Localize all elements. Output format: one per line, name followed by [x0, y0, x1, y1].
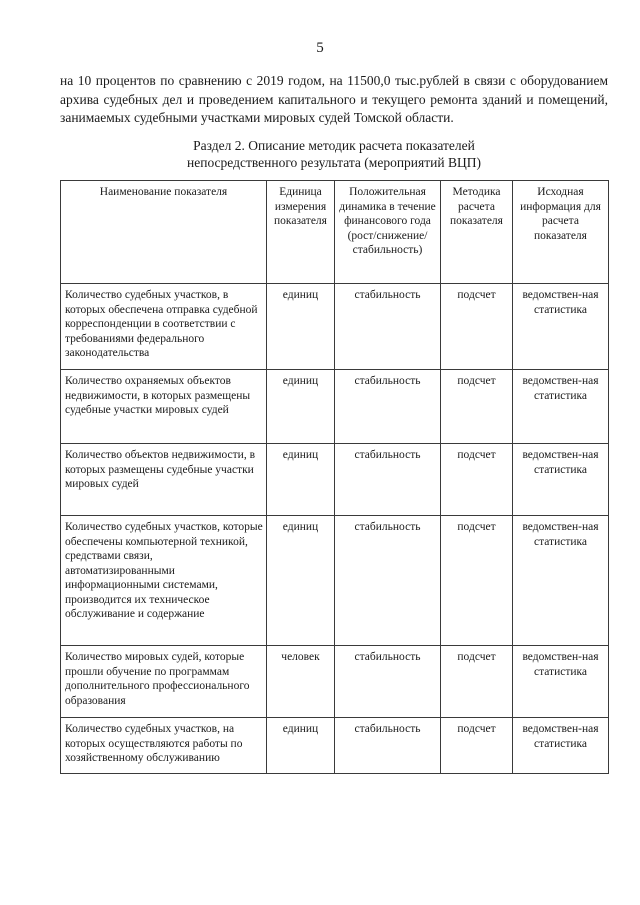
- header-method: Методика расчета показателя: [441, 181, 513, 284]
- cell-unit: человек: [267, 646, 335, 718]
- cell-unit: единиц: [267, 370, 335, 444]
- cell-indicator-name: Количество охраняемых объектов недвижимости, в которых размещены судебные участки мировых судей: [61, 370, 267, 444]
- cell-indicator-name: Количество судебных участков, которые обеспечены компьютерной техникой, средствами связи, автоматизированными информационными системами, производится их техническое обслуживание и содержание: [61, 516, 267, 646]
- cell-method: подсчет: [441, 646, 513, 718]
- table-row: [61, 444, 609, 516]
- indicators-table: [60, 180, 609, 774]
- section-title-line-1: Раздел 2. Описание методик расчета показателей: [193, 138, 475, 153]
- header-dynamics: Положительная динамика в течение финансового года (рост/снижение/ стабильность): [335, 181, 441, 284]
- cell-dynamics: стабильность: [335, 284, 441, 370]
- header-source: Исходная информация для расчета показателя: [513, 181, 609, 284]
- cell-source: ведомствен-ная статистика: [513, 718, 609, 774]
- cell-unit: единиц: [267, 718, 335, 774]
- cell-dynamics: стабильность: [335, 646, 441, 718]
- table-row: [61, 516, 609, 646]
- cell-source: ведомствен-ная статистика: [513, 284, 609, 370]
- cell-unit: единиц: [267, 444, 335, 516]
- cell-source: ведомствен-ная статистика: [513, 516, 609, 646]
- cell-source: ведомствен-ная статистика: [513, 444, 609, 516]
- section-title-line-2: непосредственного результата (мероприятий ВЦП): [187, 155, 481, 170]
- header-unit: Единица измерения показателя: [267, 181, 335, 284]
- page-number: 5: [316, 40, 324, 56]
- cell-unit: единиц: [267, 284, 335, 370]
- cell-method: подсчет: [441, 718, 513, 774]
- cell-source: ведомствен-ная статистика: [513, 646, 609, 718]
- header-indicator-name: Наименование показателя: [61, 181, 267, 284]
- table-row: [61, 284, 609, 370]
- cell-method: подсчет: [441, 284, 513, 370]
- cell-dynamics: стабильность: [335, 516, 441, 646]
- cell-indicator-name: Количество судебных участков, в которых обеспечена отправка судебной корреспонденции в соответствии с требованиями федерального законодательства: [61, 284, 267, 370]
- cell-unit: единиц: [267, 516, 335, 646]
- table-row: [61, 718, 609, 774]
- cell-source: ведомствен-ная статистика: [513, 370, 609, 444]
- cell-method: подсчет: [441, 370, 513, 444]
- table-row: [61, 370, 609, 444]
- cell-method: подсчет: [441, 444, 513, 516]
- table-row: [61, 646, 609, 718]
- cell-indicator-name: Количество мировых судей, которые прошли обучение по программам дополнительного профессионального образования: [61, 646, 267, 718]
- intro-paragraph: на 10 процентов по сравнению с 2019 годом, на 11500,0 тыс.рублей в связи с оборудованием архива судебных дел и проведением капитального и текущего ремонта зданий и помещений, занимаемых судебными участками мировых судей Томской области.: [60, 73, 608, 125]
- cell-dynamics: стабильность: [335, 370, 441, 444]
- cell-method: подсчет: [441, 516, 513, 646]
- cell-indicator-name: Количество судебных участков, на которых осуществляются работы по хозяйственному обслуживанию: [61, 718, 267, 774]
- cell-dynamics: стабильность: [335, 718, 441, 774]
- cell-dynamics: стабильность: [335, 444, 441, 516]
- table-header-row: [61, 181, 609, 284]
- section-title: [60, 137, 608, 171]
- cell-indicator-name: Количество объектов недвижимости, в которых размещены судебные участки мировых судей: [61, 444, 267, 516]
